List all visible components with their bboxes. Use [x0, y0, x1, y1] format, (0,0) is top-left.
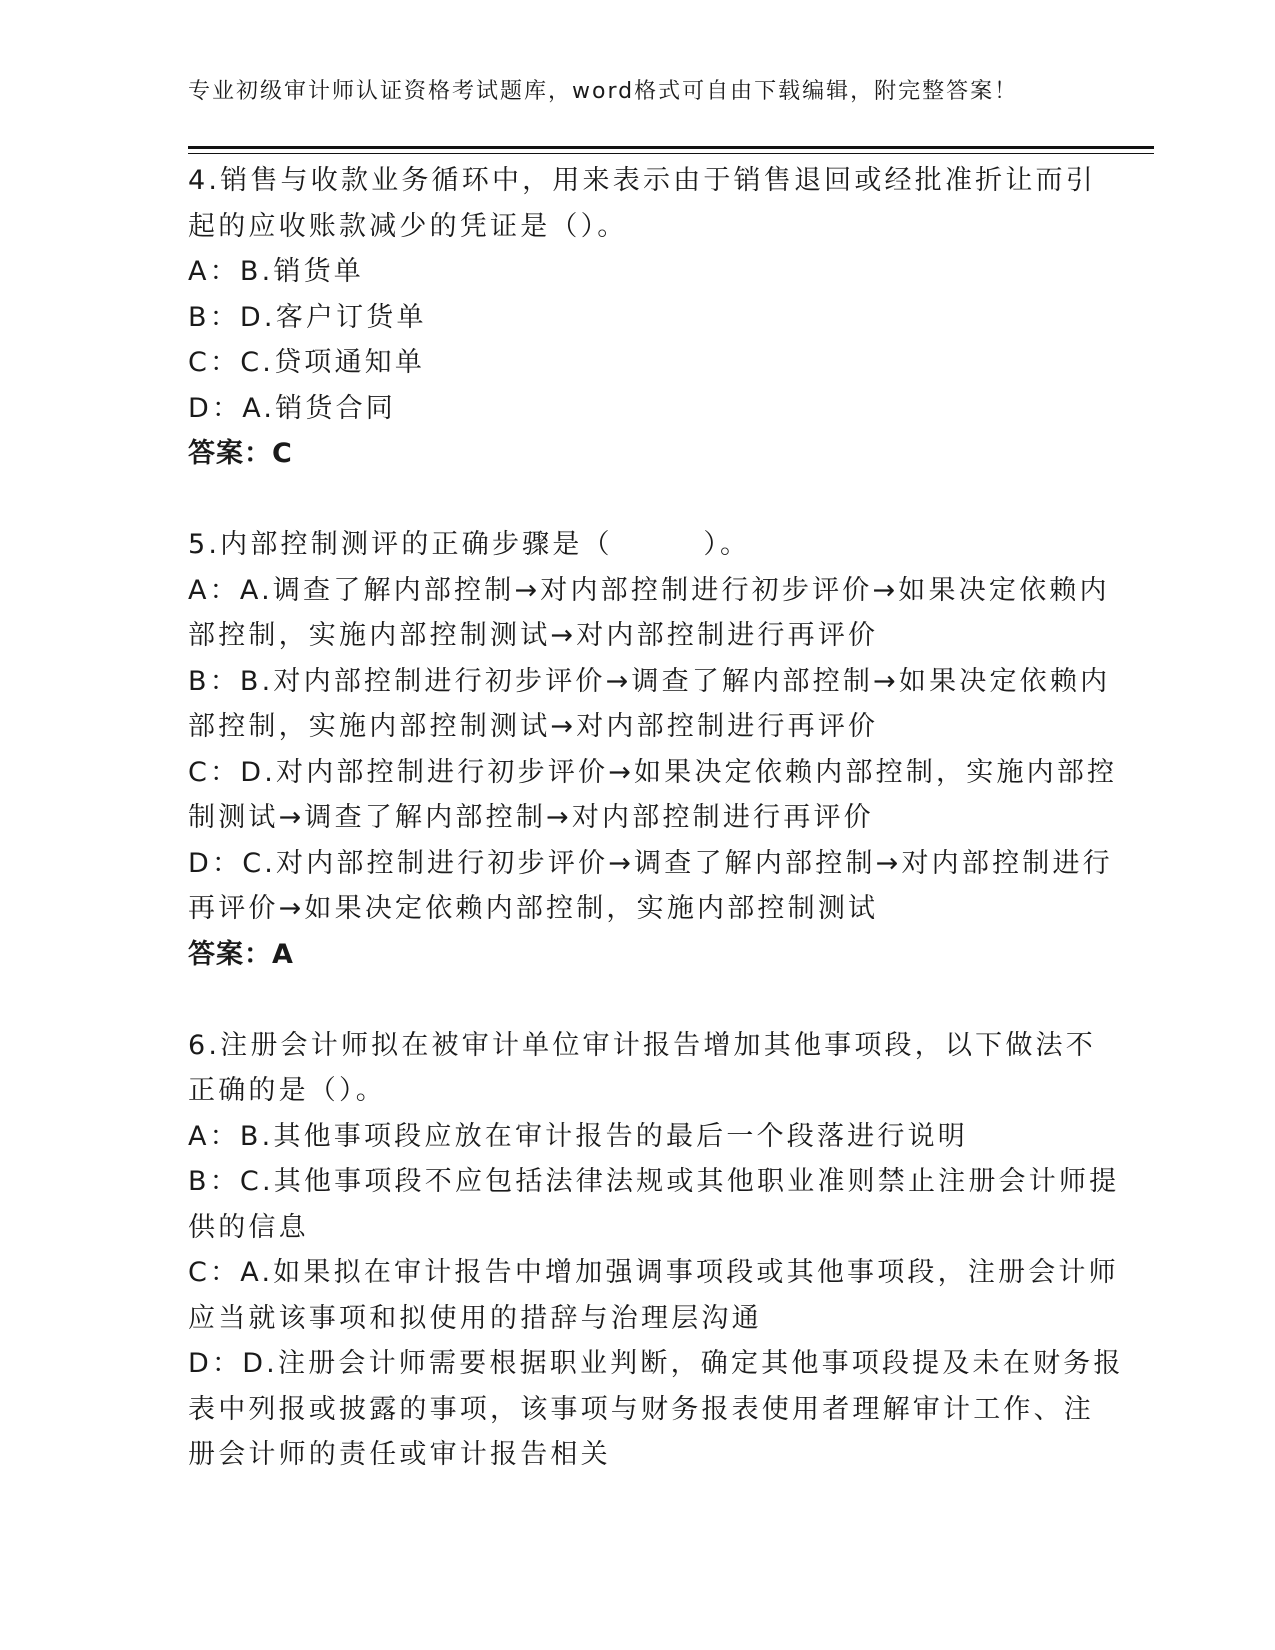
option-b: B：B.对内部控制进行初步评价→调查了解内部控制→如果决定依赖内 [188, 665, 1111, 697]
header-rule-thin [188, 153, 1154, 154]
option-d-cont: 表中列报或披露的事项，该事项与财务报表使用者理解审计工作、注 [188, 1393, 1094, 1425]
page-header: 专业初级审计师认证资格考试题库，word格式可自由下载编辑，附完整答案！ [188, 79, 1019, 104]
question-6 [188, 1023, 1124, 1478]
option-a: A：B.其他事项段应放在审计报告的最后一个段落进行说明 [188, 1120, 968, 1152]
option-d: D：D.注册会计师需要根据职业判断，确定其他事项段提及未在财务报 [188, 1348, 1124, 1379]
option-b-cont: 供的信息 [188, 1211, 309, 1243]
question-stem: 正确的是（）。 [188, 1075, 386, 1106]
option-a: A：A.调查了解内部控制→对内部控制进行初步评价→如果决定依赖内 [188, 574, 1110, 606]
answer: 答案：A [188, 938, 294, 970]
option-c: C：C.贷项通知单 [188, 347, 426, 378]
option-c-cont: 制测试→调查了解内部控制→对内部控制进行再评价 [188, 802, 874, 833]
header-rule-thick [188, 146, 1154, 149]
option-a: A：B.销货单 [188, 256, 364, 287]
option-b: B：C.其他事项段不应包括法律法规或其他职业准则禁止注册会计师提 [188, 1166, 1120, 1197]
option-d: D：C.对内部控制进行初步评价→调查了解内部控制→对内部控制进行 [188, 847, 1113, 879]
question-stem: 6.注册会计师拟在被审计单位审计报告增加其他事项段，以下做法不 [188, 1029, 1096, 1061]
question-list [188, 158, 1124, 1478]
answer: 答案：C [188, 438, 293, 469]
option-d-cont: 再评价→如果决定依赖内部控制，实施内部控制测试 [188, 893, 879, 924]
option-a-cont: 部控制，实施内部控制测试→对内部控制进行再评价 [188, 620, 879, 651]
option-d-cont: 册会计师的责任或审计报告相关 [188, 1439, 611, 1470]
question-stem: 起的应收账款减少的凭证是（）。 [188, 210, 628, 242]
question-5 [188, 522, 1118, 977]
option-c: C：D.对内部控制进行初步评价→如果决定依赖内部控制，实施内部控 [188, 756, 1118, 788]
question-stem: 4.销售与收款业务循环中，用来表示由于销售退回或经批准折让而引 [188, 165, 1096, 196]
option-d: D：A.销货合同 [188, 392, 396, 424]
option-c-cont: 应当就该事项和拟使用的措辞与治理层沟通 [188, 1302, 762, 1334]
option-b-cont: 部控制，实施内部控制测试→对内部控制进行再评价 [188, 711, 879, 742]
option-c: C：A.如果拟在审计报告中增加强调事项段或其他事项段，注册会计师 [188, 1257, 1119, 1288]
spacer [188, 977, 1083, 1023]
question-4 [188, 158, 1096, 477]
spacer [188, 477, 1083, 523]
question-stem: 5.内部控制测评的正确步骤是（ ）。 [188, 529, 751, 560]
option-b: B：D.客户订货单 [188, 301, 427, 333]
